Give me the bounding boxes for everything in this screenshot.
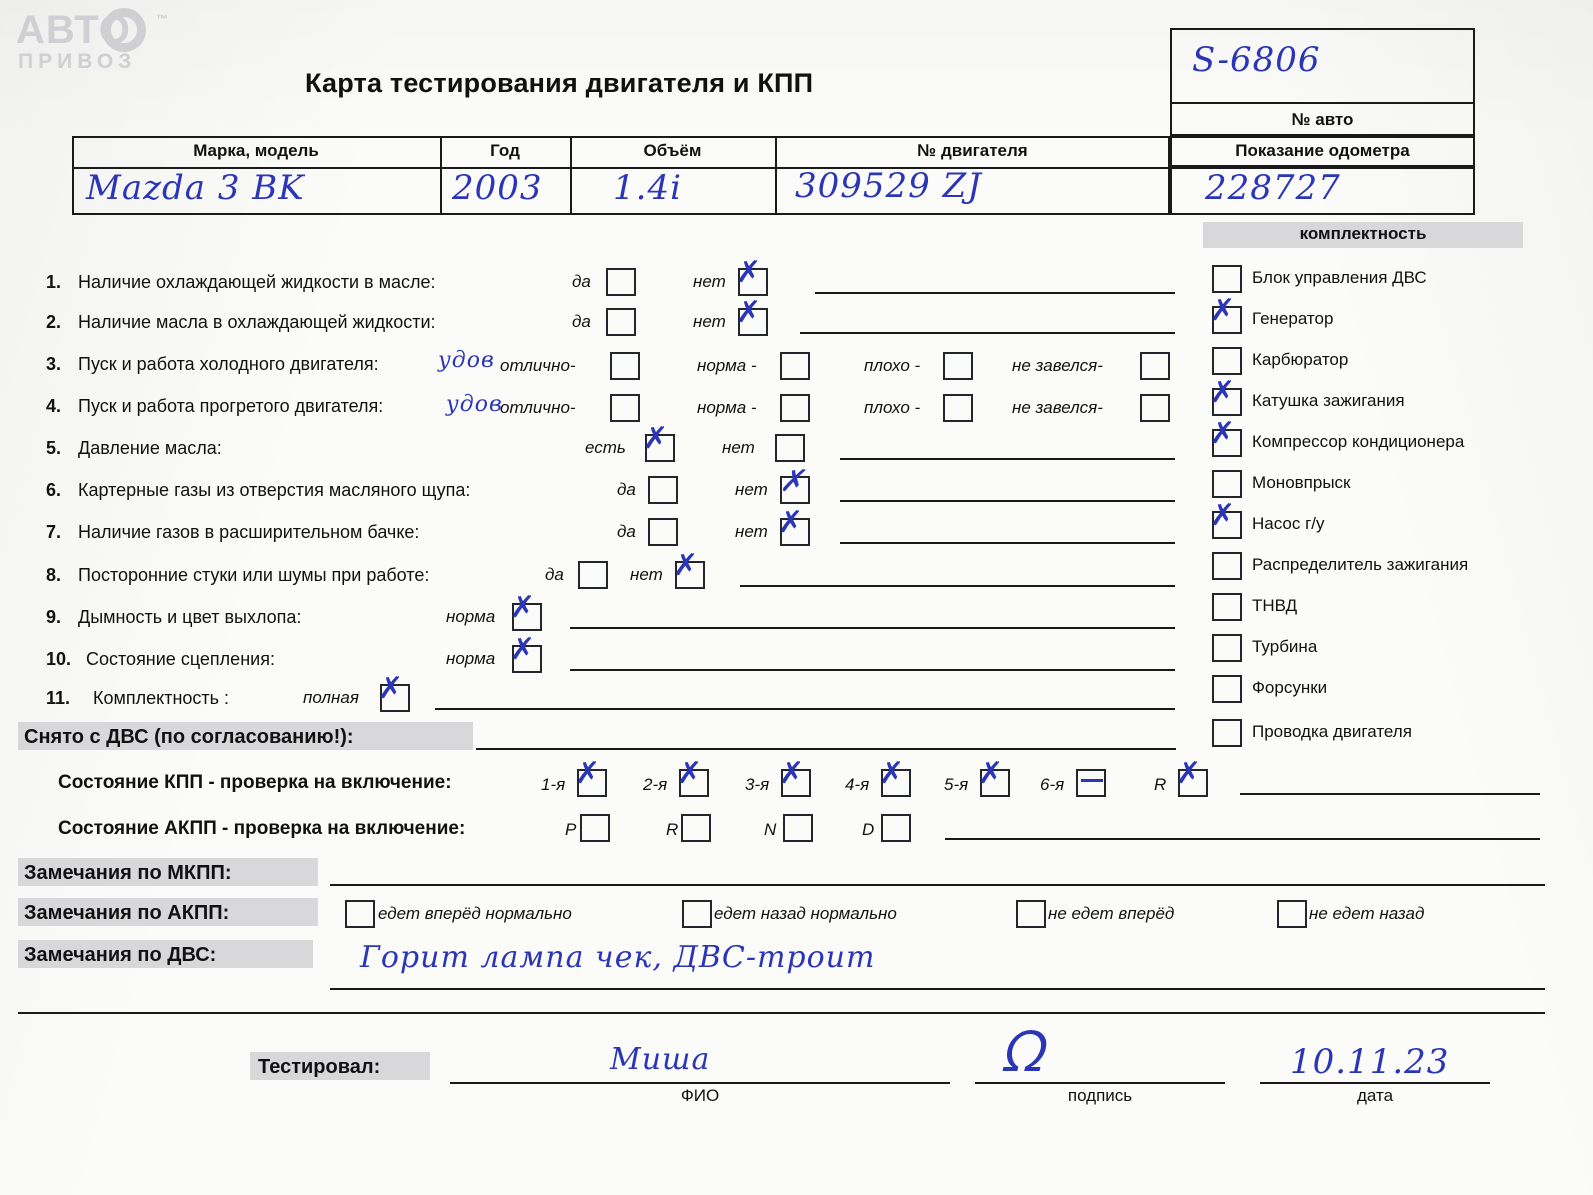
notes-dvs-label: Замечания по ДВС: <box>24 944 217 966</box>
check-num-6: 7. <box>46 522 62 542</box>
odometer-value: 228727 <box>1205 168 1341 208</box>
header-col-value-1: 2003 <box>452 168 543 208</box>
header-col-label-2: Объём <box>643 141 702 160</box>
check-opt-label-10-0: полная <box>303 688 359 707</box>
check-note-3: удов <box>446 392 503 417</box>
check-opt-label-2-2: плохо - <box>864 356 921 375</box>
check-opt-box-3-2[interactable] <box>943 394 973 422</box>
check-opt-box-0-1[interactable]: ✗ <box>738 268 768 296</box>
check-text-10: Комплектность : <box>93 688 230 708</box>
check-text-8: Дымность и цвет выхлопа: <box>78 607 302 627</box>
kit-item-label-8: ТНВД <box>1252 596 1298 615</box>
check-opt-label-9-0: норма <box>446 649 496 668</box>
mkpp-gear-label-1: 2-я <box>643 775 668 794</box>
mkpp-gear-label-3: 4-я <box>845 775 870 794</box>
akpp-pos-label-2: N <box>764 820 777 839</box>
mkpp-gear-label-2: 3-я <box>745 775 770 794</box>
kit-item-label-5: Моновпрыск <box>1252 473 1351 492</box>
check-opt-label-2-1: норма - <box>697 356 757 375</box>
header-col-value-2: 1.4i <box>613 168 682 208</box>
notes-akpp-label-1: едет назад нормально <box>714 904 897 923</box>
check-opt-label-5-1: нет <box>735 480 768 499</box>
kit-item-label-1: Генератор <box>1252 309 1334 328</box>
fio-caption: ФИО <box>680 1086 720 1105</box>
akpp-label: Состояние АКПП - проверка на включение: <box>58 818 466 839</box>
check-opt-box-10-0[interactable]: ✗ <box>380 684 410 712</box>
check-opt-box-5-0[interactable] <box>648 476 678 504</box>
check-num-0: 1. <box>46 272 62 292</box>
check-line-6 <box>840 542 1175 544</box>
footer-separator <box>18 1012 1545 1014</box>
mkpp-gear-label-6: R <box>1154 775 1167 794</box>
tested-label: Тестировал: <box>258 1056 381 1078</box>
check-opt-label-5-0: да <box>617 480 636 499</box>
mkpp-gear-box-6[interactable]: ✗ <box>1178 769 1208 797</box>
date-value: 10.11.23 <box>1290 1042 1450 1082</box>
logo-tm: ™ <box>156 12 168 26</box>
check-num-9: 10. <box>46 649 72 669</box>
check-text-2: Пуск и работа холодного двигателя: <box>78 354 379 374</box>
check-opt-box-8-0[interactable]: ✗ <box>512 603 542 631</box>
check-opt-label-4-0: есть <box>585 438 626 457</box>
kit-item-label-10: Форсунки <box>1252 678 1328 697</box>
mkpp-gear-box-0[interactable]: ✗ <box>577 769 607 797</box>
check-text-3: Пуск и работа прогретого двигателя: <box>78 396 384 416</box>
kit-item-label-4: Компрессор кондиционера <box>1252 432 1465 451</box>
check-num-4: 5. <box>46 438 62 458</box>
check-opt-label-2-0: отлично- <box>500 356 576 375</box>
check-opt-box-7-1[interactable]: ✗ <box>675 561 705 589</box>
akpp-line[interactable] <box>945 838 1540 840</box>
mkpp-gear-box-5[interactable] <box>1076 769 1106 797</box>
logo-line1: АВТО <box>16 8 131 52</box>
check-num-5: 6. <box>46 480 62 500</box>
check-opt-box-4-0[interactable]: ✗ <box>645 434 675 462</box>
check-text-9: Состояние сцепления: <box>86 649 275 669</box>
akpp-pos-box-3[interactable] <box>881 814 911 842</box>
check-line-5 <box>840 500 1175 502</box>
check-opt-box-4-1[interactable] <box>775 434 805 462</box>
date-line[interactable] <box>1260 1082 1490 1084</box>
mkpp-gear-box-3[interactable]: ✗ <box>881 769 911 797</box>
check-text-4: Давление масла: <box>78 438 222 458</box>
document-sheet: АВТО ПРИВОЗ ™ Карта тестирования двигателя и КПП S-6806 № авто Показание одометра 228727 Марка, модель Год Объём № двигателя Mazda 3 BK 2003 1.4i 309529 ZJ комплектность Блок управления ДВС ✗ Генератор Карбюратор ✗ Катушка зажигания ✗ Компрессор кондиционера Моновпрыск ✗ Насос г/у Распределитель зажигания ТНВД Турбина Форсунки Проводка двигателя 1. Наличие охлаждающей жидкости в масле: да нет ✗ 2. Наличие масла в охлаждающей жидкости: да нет ✗ 3. Пуск и работа холодного двигателя: удов отлично- норма - плохо - не завелся- 4. Пуск и работа прогретого двигателя: удов отлично- норма - плохо - не завелся- 5. Давление масла: есть ✗ нет 6. Картерные газы из отверстия масляного щупа: да нет ✗ 7. Наличие газов в расширительном бачке: да нет ✗ 8. Посторонние стуки или шумы при работе: да нет ✗ 9. Дымность и цвет выхлопа: норма ✗ 10. Состояние сцепления: норма ✗ 11. Комплектность : полная ✗ Снято с ДВС (по согласованию!): Состояние КПП - проверка на включение: 1-я ✗ 2-я ✗ 3-я ✗ 4-я ✗ 5-я ✗ 6-я R ✗ Состояние АКПП - проверка на включение: P R N D Замечания по МКПП: Замечания по АКПП: едет вперёд нормально едет назад нормально не едет вперёд не едет назад Замечания по ДВС: Горит лампа чек, ДВС-троит Тестировал: Миша ФИО ᘯ подпись 10.11.23 дата <box>0 0 1593 1195</box>
signature-mark: ᘯ <box>1000 1020 1044 1085</box>
check-opt-label-6-1: нет <box>735 522 768 541</box>
check-num-1: 2. <box>46 312 62 332</box>
signature-caption: подпись <box>1067 1086 1133 1105</box>
kit-item-label-3: Катушка зажигания <box>1252 391 1405 410</box>
check-line-0 <box>815 292 1175 294</box>
check-opt-box-2-1[interactable] <box>780 352 810 380</box>
notes-akpp-label-2: не едет вперёд <box>1048 904 1175 923</box>
mkpp-line[interactable] <box>1240 793 1540 795</box>
notes-akpp-label-3: не едет назад <box>1309 904 1425 923</box>
check-opt-box-7-0[interactable] <box>578 561 608 589</box>
kit-item-label-6: Насос г/у <box>1252 514 1325 533</box>
notes-dvs-value: Горит лампа чек, ДВС-троит <box>360 940 876 975</box>
check-opt-box-3-3[interactable] <box>1140 394 1170 422</box>
logo-line2: ПРИВОЗ <box>18 50 137 73</box>
check-text-5: Картерные газы из отверстия масляного щупа: <box>78 480 471 500</box>
removed-line[interactable] <box>476 748 1176 750</box>
check-opt-label-1-1: нет <box>693 312 726 331</box>
check-opt-box-3-0[interactable] <box>610 394 640 422</box>
check-opt-label-1-0: да <box>572 312 591 331</box>
mkpp-gear-box-4[interactable]: ✗ <box>980 769 1010 797</box>
check-mark-5: ✗ <box>779 464 806 499</box>
akpp-pos-label-0: P <box>565 820 577 839</box>
check-opt-label-4-1: нет <box>722 438 755 457</box>
fio-line[interactable] <box>450 1082 950 1084</box>
check-opt-box-3-1[interactable] <box>780 394 810 422</box>
check-opt-box-1-1[interactable]: ✗ <box>738 308 768 336</box>
check-line-9 <box>570 669 1175 671</box>
check-line-8 <box>570 627 1175 629</box>
akpp-pos-box-2[interactable] <box>783 814 813 842</box>
check-num-7: 8. <box>46 565 62 585</box>
check-line-7 <box>740 585 1175 587</box>
check-num-8: 9. <box>46 607 62 627</box>
check-text-7: Посторонние стуки или шумы при работе: <box>78 565 430 585</box>
check-opt-label-8-0: норма <box>446 607 496 626</box>
notes-dvs-line[interactable] <box>330 988 1545 990</box>
header-col-label-0: Марка, модель <box>193 141 319 160</box>
check-opt-label-6-0: да <box>617 522 636 541</box>
check-text-1: Наличие масла в охлаждающей жидкости: <box>78 312 436 332</box>
notes-mkpp-label: Замечания по МКПП: <box>24 862 232 884</box>
header-col-value-3: 309529 ZJ <box>795 166 982 206</box>
check-opt-label-7-1: нет <box>630 565 663 584</box>
akpp-pos-label-1: R <box>666 820 679 839</box>
header-col-label-3: № двигателя <box>917 141 1028 160</box>
notes-akpp-box-2[interactable] <box>1016 900 1046 928</box>
notes-mkpp-line[interactable] <box>330 884 1545 886</box>
check-opt-label-0-1: нет <box>693 272 726 291</box>
notes-akpp-box-3[interactable] <box>1277 900 1307 928</box>
akpp-pos-box-1[interactable] <box>681 814 711 842</box>
header-col-value-0: Mazda 3 BK <box>86 168 305 208</box>
avtoprivoz-logo <box>10 6 178 84</box>
check-text-0: Наличие охлаждающей жидкости в масле: <box>78 272 436 292</box>
mkpp-gear-label-4: 5-я <box>944 775 969 794</box>
check-opt-label-7-0: да <box>545 565 564 584</box>
akpp-pos-box-0[interactable] <box>580 814 610 842</box>
check-num-3: 4. <box>46 396 62 416</box>
kit-title: комплектность <box>1299 224 1427 243</box>
check-opt-box-6-0[interactable] <box>648 518 678 546</box>
notes-akpp-box-0[interactable] <box>345 900 375 928</box>
kit-item-label-7: Распределитель зажигания <box>1252 555 1469 574</box>
check-opt-box-0-0[interactable] <box>606 268 636 296</box>
check-opt-label-3-1: норма - <box>697 398 757 417</box>
check-opt-label-3-3: не завелся- <box>1012 398 1103 417</box>
kit-item-label-2: Карбюратор <box>1252 350 1349 369</box>
auto-number-value: S-6806 <box>1192 40 1321 80</box>
check-opt-box-9-0[interactable]: ✗ <box>512 645 542 673</box>
check-opt-box-2-3[interactable] <box>1140 352 1170 380</box>
header-col-label-1: Год <box>490 141 520 160</box>
check-line-1 <box>800 332 1175 334</box>
notes-akpp-label-0: едет вперёд нормально <box>378 904 572 923</box>
check-opt-label-0-0: да <box>572 272 591 291</box>
check-opt-box-1-0[interactable] <box>606 308 636 336</box>
check-opt-box-2-0[interactable] <box>610 352 640 380</box>
signature-line[interactable] <box>975 1082 1225 1084</box>
check-num-2: 3. <box>46 354 62 374</box>
check-num-10: 11. <box>46 688 71 708</box>
check-opt-box-6-1[interactable]: ✗ <box>780 518 810 546</box>
odometer-label: Показание одометра <box>1235 141 1410 160</box>
date-caption: дата <box>1356 1086 1394 1105</box>
kit-item-label-11: Проводка двигателя <box>1252 722 1412 741</box>
auto-number-label: № авто <box>1291 110 1354 129</box>
mkpp-gear-label-5: 6-я <box>1040 775 1065 794</box>
notes-akpp-label: Замечания по АКПП: <box>24 902 230 924</box>
notes-akpp-box-1[interactable] <box>682 900 712 928</box>
removed-label: Снято с ДВС (по согласованию!): <box>24 726 354 748</box>
check-opt-label-3-0: отлично- <box>500 398 576 417</box>
check-line-4 <box>840 458 1175 460</box>
mkpp-label: Состояние КПП - проверка на включение: <box>58 772 452 793</box>
check-note-2: удов <box>438 348 495 373</box>
kit-item-label-0: Блок управления ДВС <box>1252 268 1427 287</box>
mkpp-gear-box-1[interactable]: ✗ <box>679 769 709 797</box>
page-title: Карта тестирования двигателя и КПП <box>305 68 814 98</box>
check-opt-label-3-2: плохо - <box>864 398 921 417</box>
check-text-6: Наличие газов в расширительном бачке: <box>78 522 420 542</box>
check-opt-box-2-2[interactable] <box>943 352 973 380</box>
check-opt-label-2-3: не завелся- <box>1012 356 1103 375</box>
kit-item-label-9: Турбина <box>1252 637 1318 656</box>
akpp-pos-label-3: D <box>862 820 875 839</box>
mkpp-gear-label-0: 1-я <box>541 775 566 794</box>
fio-value: Миша <box>610 1042 711 1077</box>
mkpp-gear-box-2[interactable]: ✗ <box>781 769 811 797</box>
check-line-10 <box>435 708 1175 710</box>
